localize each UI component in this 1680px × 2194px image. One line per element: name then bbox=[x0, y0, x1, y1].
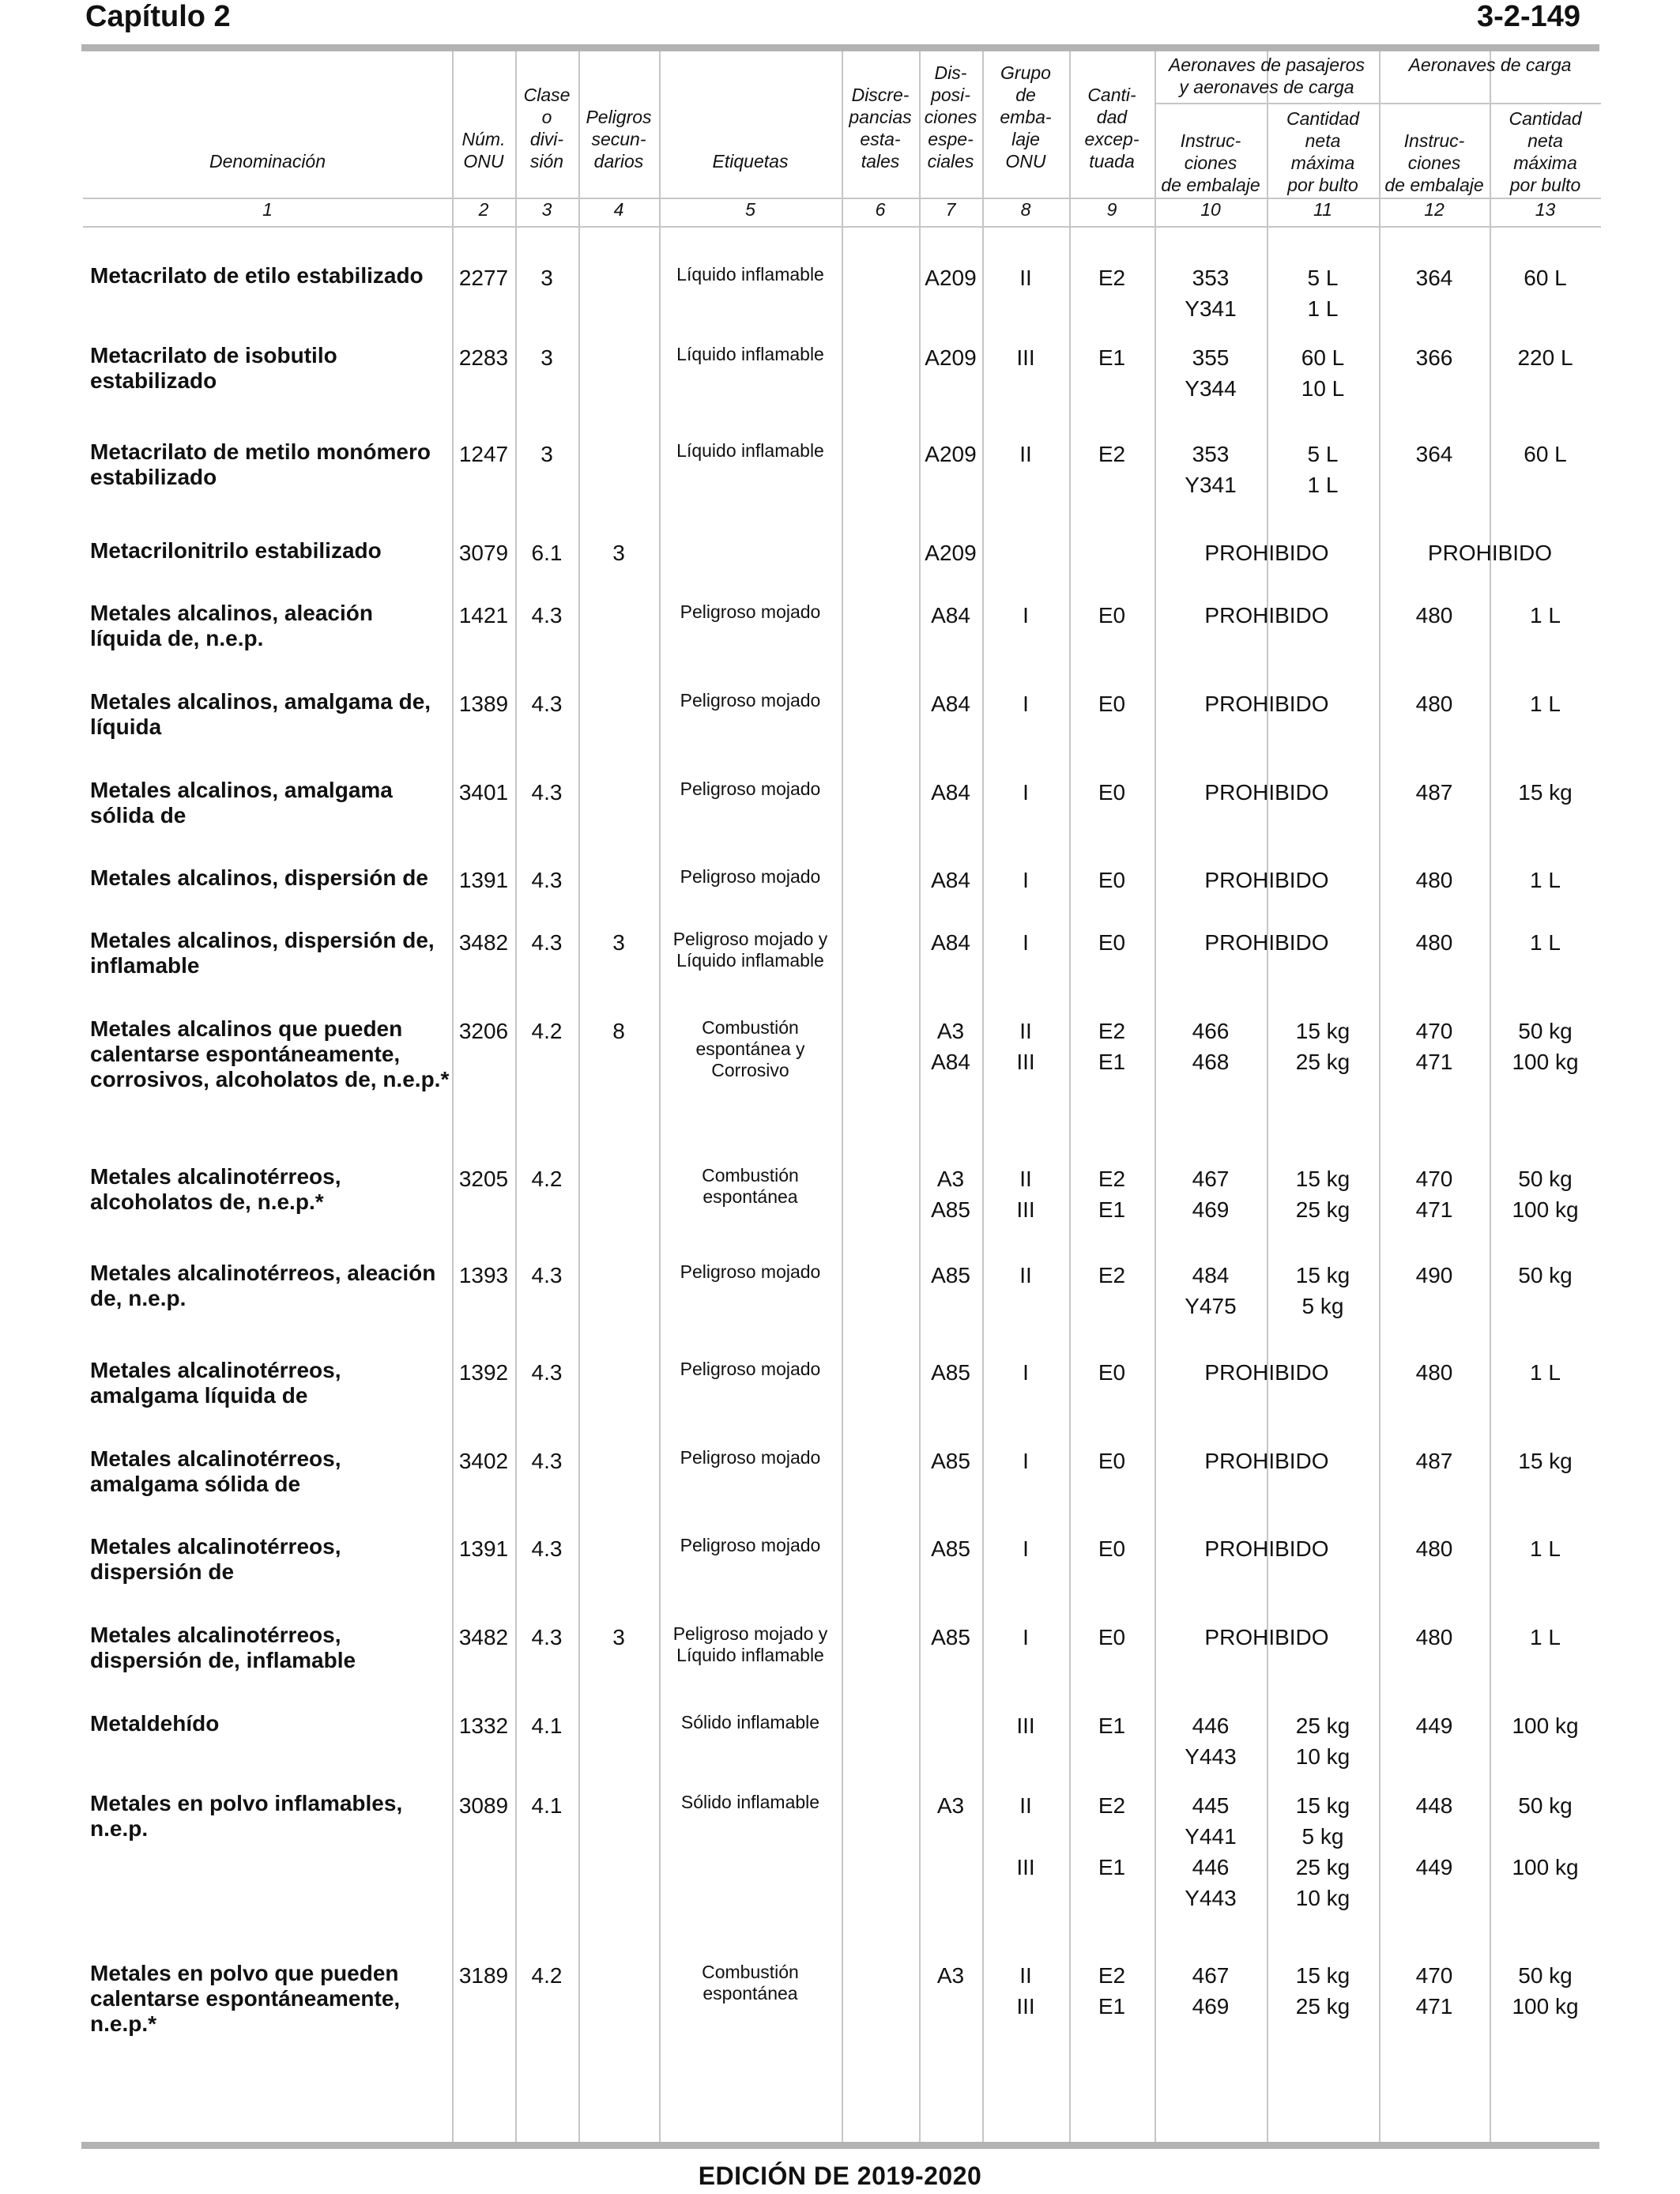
class-division: 4.3 bbox=[531, 603, 563, 628]
hazard-label: Peligroso mojado y Líquido inflamable bbox=[672, 1623, 828, 1665]
column-number: 7 bbox=[945, 199, 956, 220]
cargo-max-quantity: 220 L bbox=[1517, 345, 1573, 370]
substance-name: Metales alcalinos, amalgama sólida de bbox=[90, 778, 393, 827]
special-provision: A209 bbox=[925, 266, 977, 290]
pax-forbidden: PROHIBIDO bbox=[1204, 1449, 1329, 1473]
un-number: 1421 bbox=[458, 603, 509, 628]
column-number: 1 bbox=[262, 199, 273, 220]
subsidiary-hazard: 3 bbox=[612, 541, 625, 565]
class-division: 4.3 bbox=[531, 1536, 563, 1561]
cargo-max-quantity: 60 L bbox=[1524, 442, 1567, 466]
cargo-packing-instruction: 487 bbox=[1415, 780, 1453, 805]
header-qty-pax: Cantidad neta máxima por bulto bbox=[1286, 108, 1360, 195]
header-instr-cargo: Instruc- ciones de embalaje bbox=[1384, 130, 1484, 195]
excepted-quantity: E2 E1 bbox=[1098, 1963, 1126, 2019]
un-number: 3206 bbox=[458, 1019, 509, 1043]
excepted-quantity: E0 bbox=[1098, 1449, 1126, 1473]
packing-group: I bbox=[1023, 692, 1029, 716]
cargo-max-quantity: 50 kg 100 kg bbox=[1512, 1963, 1579, 2019]
cargo-packing-instruction: 364 bbox=[1415, 442, 1453, 466]
packing-group: II bbox=[1019, 1263, 1032, 1287]
class-division: 4.3 bbox=[531, 1263, 563, 1287]
cargo-packing-instruction: 480 bbox=[1415, 1360, 1453, 1385]
header-discrepancias: Discre- pancias esta- tales bbox=[849, 85, 912, 172]
packing-group: I bbox=[1023, 930, 1029, 955]
class-division: 6.1 bbox=[531, 541, 563, 565]
cargo-packing-instruction: 480 bbox=[1415, 1536, 1453, 1561]
excepted-quantity: E2 bbox=[1098, 442, 1126, 466]
class-division: 4.2 bbox=[531, 1963, 563, 1988]
header-cantidad-exceptuada: Canti- dad excep- tuada bbox=[1084, 85, 1139, 172]
pax-max-quantity: 25 kg 10 kg bbox=[1295, 1713, 1350, 1769]
pax-forbidden: PROHIBIDO bbox=[1204, 1360, 1329, 1385]
cargo-max-quantity: 1 L bbox=[1530, 1536, 1561, 1561]
cargo-packing-instruction: 364 bbox=[1415, 266, 1453, 290]
un-number: 1332 bbox=[458, 1713, 509, 1738]
cargo-packing-instruction: 480 bbox=[1415, 1625, 1453, 1649]
cargo-forbidden: PROHIBIDO bbox=[1427, 541, 1553, 565]
column-number: 12 bbox=[1424, 199, 1445, 220]
cargo-max-quantity: 1 L bbox=[1530, 930, 1561, 955]
un-number: 3482 bbox=[458, 1625, 509, 1649]
column-number: 6 bbox=[875, 199, 886, 220]
special-provision: A84 bbox=[931, 692, 970, 716]
hazard-label: Peligroso mojado bbox=[680, 601, 821, 622]
substance-name: Metales alcalinotérreos, amalgama sólida de bbox=[90, 1446, 341, 1496]
header-clase: Clase o divi- sión bbox=[523, 85, 571, 172]
header-denominacion: Denominación bbox=[209, 151, 326, 172]
excepted-quantity: E0 bbox=[1098, 868, 1126, 892]
class-division: 4.3 bbox=[531, 780, 563, 805]
substance-name: Metacrilato de metilo monómero estabilizado bbox=[90, 439, 431, 489]
packing-group: II bbox=[1019, 442, 1032, 466]
edition-footer: EDICIÓN DE 2019-2020 bbox=[698, 2162, 982, 2190]
cargo-max-quantity: 50 kg 100 kg bbox=[1512, 1793, 1579, 1879]
cargo-packing-instruction: 470 471 bbox=[1415, 1167, 1453, 1222]
special-provision: A209 bbox=[925, 442, 977, 466]
class-division: 4.1 bbox=[531, 1713, 563, 1738]
special-provision: A84 bbox=[931, 868, 970, 892]
packing-group: II III bbox=[1016, 1167, 1035, 1222]
pax-max-quantity: 5 L 1 L bbox=[1307, 266, 1339, 321]
substance-name: Metales alcalinotérreos, amalgama líquida de bbox=[90, 1358, 341, 1408]
excepted-quantity: E0 bbox=[1098, 692, 1126, 716]
substance-name: Metales alcalinos, dispersión de, inflamable bbox=[90, 928, 435, 978]
cargo-max-quantity: 1 L bbox=[1530, 868, 1561, 892]
header-peligros: Peligros secun- darios bbox=[586, 107, 652, 172]
pax-packing-instruction: 467 469 bbox=[1192, 1167, 1230, 1222]
packing-group: I bbox=[1023, 1360, 1029, 1385]
special-provision: A3 bbox=[936, 1793, 965, 1818]
un-number: 3189 bbox=[458, 1963, 509, 1988]
un-number: 3079 bbox=[458, 541, 509, 565]
pax-packing-instruction: 353 Y341 bbox=[1185, 442, 1237, 497]
excepted-quantity: E0 bbox=[1098, 780, 1126, 805]
hazard-label: Peligroso mojado bbox=[680, 1359, 821, 1379]
substance-name: Metales alcalinotérreos, alcoholatos de, n.e.p.* bbox=[90, 1164, 341, 1214]
class-division: 4.3 bbox=[531, 692, 563, 716]
pax-max-quantity: 15 kg 25 kg bbox=[1295, 1167, 1350, 1222]
substance-name: Metales alcalinos, amalgama de, líquida bbox=[90, 689, 431, 739]
pax-packing-instruction: 446 Y443 bbox=[1185, 1713, 1237, 1769]
row-divider bbox=[1155, 103, 1601, 104]
substance-name: Metacrilato de etilo estabilizado bbox=[90, 263, 424, 288]
pax-max-quantity: 60 L 10 L bbox=[1301, 345, 1345, 401]
cargo-max-quantity: 1 L bbox=[1530, 1625, 1561, 1649]
pax-max-quantity: 5 L 1 L bbox=[1307, 442, 1339, 497]
special-provision: A3 bbox=[936, 1963, 965, 1988]
excepted-quantity: E2 bbox=[1098, 1263, 1126, 1287]
pax-max-quantity: 15 kg 25 kg bbox=[1295, 1963, 1350, 2019]
cargo-max-quantity: 15 kg bbox=[1518, 1449, 1573, 1473]
cargo-max-quantity: 50 kg bbox=[1518, 1263, 1573, 1287]
un-number: 3089 bbox=[458, 1793, 509, 1818]
packing-group: I bbox=[1023, 1625, 1029, 1649]
class-division: 4.3 bbox=[531, 1449, 563, 1473]
class-division: 3 bbox=[541, 266, 553, 290]
column-number: 11 bbox=[1313, 199, 1332, 220]
class-division: 4.3 bbox=[531, 868, 563, 892]
hazard-label: Sólido inflamable bbox=[680, 1792, 820, 1812]
pax-forbidden: PROHIBIDO bbox=[1204, 603, 1329, 628]
pax-forbidden: PROHIBIDO bbox=[1204, 1625, 1329, 1649]
excepted-quantity: E2 E1 bbox=[1098, 1019, 1126, 1074]
header-cargo-group: Aeronaves de carga bbox=[1408, 55, 1572, 75]
cargo-packing-instruction: 487 bbox=[1415, 1449, 1453, 1473]
substance-name: Metales alcalinos, aleación líquida de, n.e.p. bbox=[90, 601, 373, 650]
special-provision: A209 bbox=[925, 541, 977, 565]
hazard-label: Peligroso mojado bbox=[680, 778, 821, 799]
packing-group: III bbox=[1016, 1713, 1035, 1738]
header-num-onu: Núm. ONU bbox=[461, 129, 506, 172]
pax-max-quantity: 15 kg 5 kg 25 kg 10 kg bbox=[1295, 1793, 1350, 1910]
class-division: 4.3 bbox=[531, 930, 563, 955]
hazard-label: Líquido inflamable bbox=[676, 264, 824, 285]
column-divider bbox=[842, 51, 843, 2142]
substance-name: Metales en polvo que pueden calentarse espontáneamente, n.e.p.* bbox=[90, 1961, 401, 2036]
substance-name: Metales en polvo inflamables, n.e.p. bbox=[90, 1791, 403, 1841]
top-rule bbox=[81, 44, 1599, 51]
pax-forbidden: PROHIBIDO bbox=[1204, 541, 1329, 565]
special-provision: A85 bbox=[931, 1536, 970, 1561]
special-provision: A3 A85 bbox=[931, 1167, 970, 1222]
class-division: 4.3 bbox=[531, 1625, 563, 1649]
cargo-max-quantity: 1 L bbox=[1530, 603, 1561, 628]
un-number: 3402 bbox=[458, 1449, 509, 1473]
excepted-quantity: E0 bbox=[1098, 1360, 1126, 1385]
hazard-label: Peligroso mojado y Líquido inflamable bbox=[672, 929, 828, 971]
column-number: 8 bbox=[1020, 199, 1031, 220]
pax-packing-instruction: 353 Y341 bbox=[1185, 266, 1237, 321]
cargo-max-quantity: 1 L bbox=[1530, 1360, 1561, 1385]
packing-group: II III bbox=[1016, 1793, 1035, 1879]
cargo-packing-instruction: 480 bbox=[1415, 868, 1453, 892]
cargo-max-quantity: 15 kg bbox=[1518, 780, 1573, 805]
column-number: 5 bbox=[745, 199, 755, 220]
header-instr-pax: Instruc- ciones de embalaje bbox=[1161, 130, 1260, 195]
cargo-packing-instruction: 470 471 bbox=[1415, 1963, 1453, 2019]
substance-name: Metacrilato de isobutilo estabilizado bbox=[90, 343, 337, 393]
hazard-label: Peligroso mojado bbox=[680, 690, 821, 711]
excepted-quantity: E2 bbox=[1098, 266, 1126, 290]
chapter-title: Capítulo 2 bbox=[85, 0, 231, 33]
excepted-quantity: E0 bbox=[1098, 1536, 1126, 1561]
cargo-packing-instruction: 480 bbox=[1415, 603, 1453, 628]
column-number: 13 bbox=[1535, 199, 1556, 220]
hazard-label: Peligroso mojado bbox=[680, 1447, 821, 1468]
cargo-packing-instruction: 480 bbox=[1415, 930, 1453, 955]
packing-group: I bbox=[1023, 780, 1029, 805]
header-qty-cargo: Cantidad neta máxima por bulto bbox=[1509, 108, 1582, 195]
packing-group: I bbox=[1023, 1536, 1029, 1561]
un-number: 1392 bbox=[458, 1360, 509, 1385]
un-number: 1391 bbox=[458, 1536, 509, 1561]
header-pax-group: Aeronaves de pasajeros y aeronaves de carga bbox=[1168, 55, 1365, 97]
special-provision: A3 A84 bbox=[931, 1019, 970, 1074]
special-provision: A85 bbox=[931, 1625, 970, 1649]
subsidiary-hazard: 3 bbox=[612, 930, 625, 955]
column-number: 4 bbox=[613, 199, 624, 220]
un-number: 2277 bbox=[458, 266, 509, 290]
pax-max-quantity: 15 kg 5 kg bbox=[1295, 1263, 1350, 1318]
pax-packing-instruction: 484 Y475 bbox=[1185, 1263, 1237, 1318]
cargo-packing-instruction: 449 bbox=[1415, 1713, 1453, 1738]
hazard-label: Combustión espontánea y Corrosivo bbox=[695, 1017, 805, 1080]
class-division: 4.3 bbox=[531, 1360, 563, 1385]
un-number: 3401 bbox=[458, 780, 509, 805]
special-provision: A84 bbox=[931, 603, 970, 628]
cargo-max-quantity: 60 L bbox=[1524, 266, 1567, 290]
subsidiary-hazard: 8 bbox=[612, 1019, 625, 1043]
special-provision: A85 bbox=[931, 1360, 970, 1385]
excepted-quantity: E2 E1 bbox=[1098, 1167, 1126, 1222]
pax-max-quantity: 15 kg 25 kg bbox=[1295, 1019, 1350, 1074]
substance-name: Metales alcalinotérreos, aleación de, n.e.p. bbox=[90, 1261, 436, 1310]
excepted-quantity: E0 bbox=[1098, 930, 1126, 955]
header-disposiciones: Dis- posi- ciones espe- ciales bbox=[924, 62, 977, 172]
un-number: 1247 bbox=[458, 442, 509, 466]
bottom-rule bbox=[81, 2142, 1599, 2149]
row-divider bbox=[83, 226, 1601, 228]
substance-name: Metales alcalinos que pueden calentarse espontáneamente, corrosivos, alcoholatos de, n.e.p.* bbox=[90, 1016, 450, 1091]
pax-forbidden: PROHIBIDO bbox=[1204, 930, 1329, 955]
excepted-quantity: E1 bbox=[1098, 345, 1126, 370]
class-division: 3 bbox=[541, 442, 553, 466]
excepted-quantity: E0 bbox=[1098, 603, 1126, 628]
un-number: 3482 bbox=[458, 930, 509, 955]
un-number: 1391 bbox=[458, 868, 509, 892]
special-provision: A84 bbox=[931, 780, 970, 805]
hazard-label: Peligroso mojado bbox=[680, 1261, 821, 1282]
pax-forbidden: PROHIBIDO bbox=[1204, 1536, 1329, 1561]
hazard-label: Combustión espontánea bbox=[702, 1962, 799, 2004]
subsidiary-hazard: 3 bbox=[612, 1625, 625, 1649]
pax-forbidden: PROHIBIDO bbox=[1204, 692, 1329, 716]
hazard-label: Peligroso mojado bbox=[680, 1535, 821, 1555]
pax-packing-instruction: 466 468 bbox=[1192, 1019, 1230, 1074]
hazard-label: Líquido inflamable bbox=[676, 440, 824, 461]
cargo-packing-instruction: 448 449 bbox=[1415, 1793, 1453, 1879]
cargo-packing-instruction: 366 bbox=[1415, 345, 1453, 370]
class-division: 4.2 bbox=[531, 1019, 563, 1043]
substance-name: Metales alcalinos, dispersión de bbox=[90, 865, 428, 890]
un-number: 2283 bbox=[458, 345, 509, 370]
packing-group: I bbox=[1023, 603, 1029, 628]
packing-group: I bbox=[1023, 1449, 1029, 1473]
column-number: 2 bbox=[478, 199, 489, 220]
column-divider bbox=[578, 51, 580, 2142]
pax-forbidden: PROHIBIDO bbox=[1204, 868, 1329, 892]
column-number: 9 bbox=[1106, 199, 1117, 220]
cargo-packing-instruction: 470 471 bbox=[1415, 1019, 1453, 1074]
un-number: 1393 bbox=[458, 1263, 509, 1287]
hazard-label: Líquido inflamable bbox=[676, 344, 824, 364]
header-grupo: Grupo de emba- laje ONU bbox=[1000, 62, 1052, 172]
pax-packing-instruction: 467 469 bbox=[1192, 1963, 1230, 2019]
un-number: 3205 bbox=[458, 1167, 509, 1191]
column-number: 10 bbox=[1200, 199, 1221, 220]
packing-group: II III bbox=[1016, 1963, 1035, 2019]
pax-packing-instruction: 355 Y344 bbox=[1185, 345, 1237, 401]
cargo-max-quantity: 100 kg bbox=[1512, 1713, 1579, 1738]
special-provision: A85 bbox=[931, 1263, 970, 1287]
pax-forbidden: PROHIBIDO bbox=[1204, 780, 1329, 805]
excepted-quantity: E2 E1 bbox=[1098, 1793, 1126, 1879]
substance-name: Metacrilonitrilo estabilizado bbox=[90, 538, 382, 563]
class-division: 4.2 bbox=[531, 1167, 563, 1191]
hazard-label: Combustión espontánea bbox=[702, 1165, 799, 1207]
excepted-quantity: E0 bbox=[1098, 1625, 1126, 1649]
hazard-label: Sólido inflamable bbox=[680, 1712, 820, 1732]
cargo-max-quantity: 50 kg 100 kg bbox=[1512, 1167, 1579, 1222]
excepted-quantity: E1 bbox=[1098, 1713, 1126, 1738]
packing-group: I bbox=[1023, 868, 1029, 892]
page-number: 3-2-149 bbox=[1477, 0, 1580, 33]
packing-group: II bbox=[1019, 266, 1032, 290]
cargo-max-quantity: 1 L bbox=[1530, 692, 1561, 716]
substance-name: Metales alcalinotérreos, dispersión de, inflamable bbox=[90, 1623, 356, 1672]
header-etiquetas: Etiquetas bbox=[712, 151, 789, 172]
cargo-packing-instruction: 490 bbox=[1415, 1263, 1453, 1287]
special-provision: A84 bbox=[931, 930, 970, 955]
cargo-packing-instruction: 480 bbox=[1415, 692, 1453, 716]
class-division: 4.1 bbox=[531, 1793, 563, 1818]
substance-name: Metaldehído bbox=[90, 1711, 220, 1736]
substance-name: Metales alcalinotérreos, dispersión de bbox=[90, 1534, 341, 1584]
hazard-label: Peligroso mojado bbox=[680, 866, 821, 887]
packing-group: III bbox=[1016, 345, 1035, 370]
special-provision: A209 bbox=[925, 345, 977, 370]
pax-packing-instruction: 445 Y441 446 Y443 bbox=[1185, 1793, 1237, 1910]
column-number: 3 bbox=[541, 199, 552, 220]
special-provision: A85 bbox=[931, 1449, 970, 1473]
un-number: 1389 bbox=[458, 692, 509, 716]
cargo-max-quantity: 50 kg 100 kg bbox=[1512, 1019, 1579, 1074]
packing-group: II III bbox=[1016, 1019, 1035, 1074]
class-division: 3 bbox=[541, 345, 553, 370]
